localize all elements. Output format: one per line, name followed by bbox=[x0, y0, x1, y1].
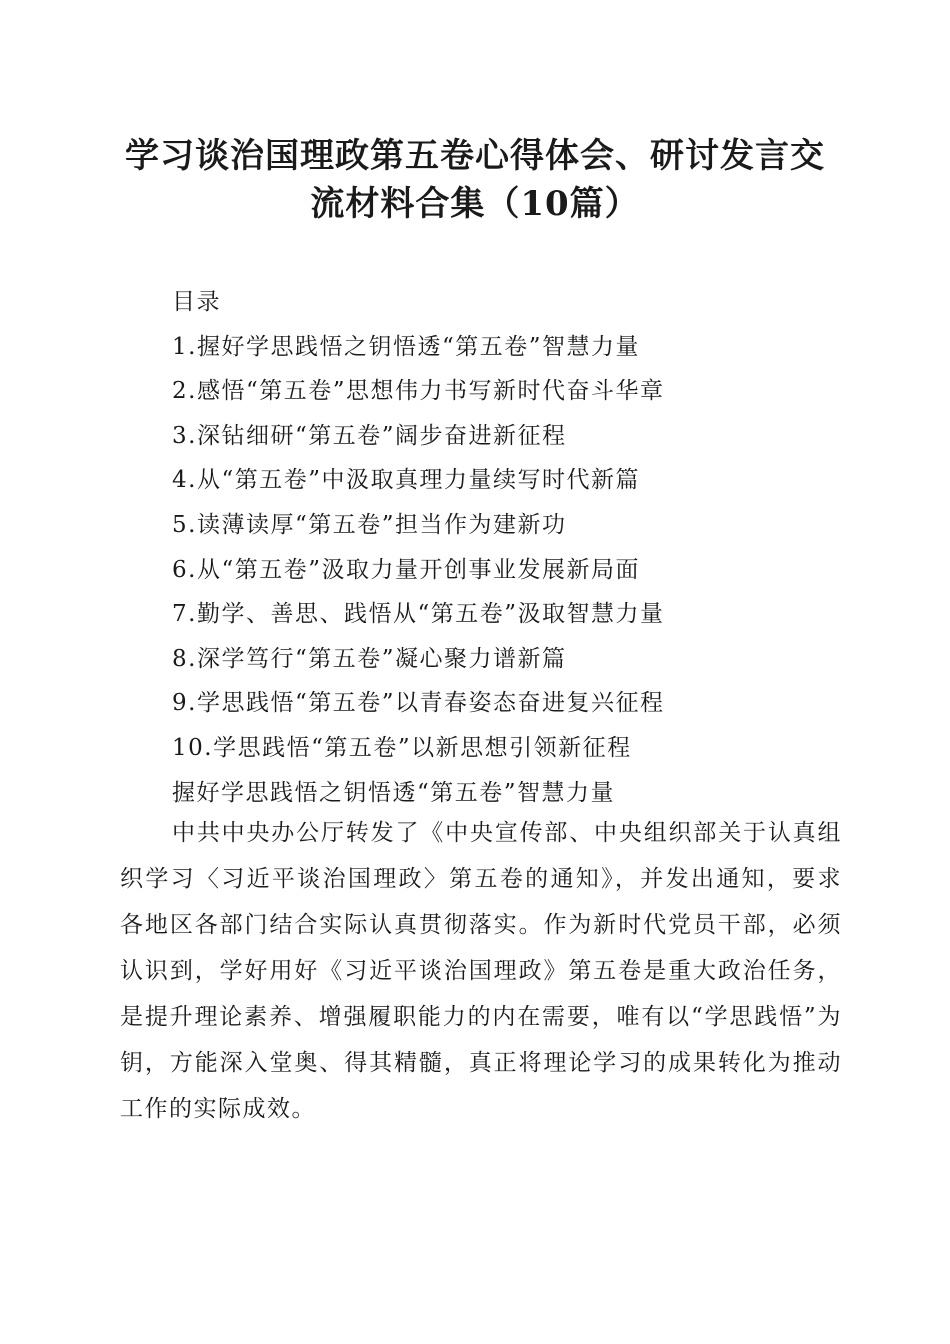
toc-item: 8.深学笃行“第五卷”凝心聚力谱新篇 bbox=[172, 645, 567, 672]
toc-item: 4.从“第五卷”中汲取真理力量续写时代新篇 bbox=[172, 467, 640, 494]
document-title bbox=[110, 132, 840, 228]
toc-item: 6.从“第五卷”汲取力量开创事业发展新局面 bbox=[172, 556, 640, 583]
toc-item: 10.学思践悟“第五卷”以新思想引领新征程 bbox=[172, 734, 632, 761]
title-line-2: 流材料合集（10篇） bbox=[310, 184, 640, 224]
toc-item: 1.握好学思践悟之钥悟透“第五卷”智慧力量 bbox=[172, 333, 640, 360]
toc-item: 9.学思践悟“第五卷”以青春姿态奋进复兴征程 bbox=[172, 690, 665, 717]
toc-item: 3.深钻细研“第五卷”阔步奋进新征程 bbox=[172, 422, 567, 449]
table-of-contents bbox=[172, 280, 872, 815]
toc-item: 7.勤学、善思、践悟从“第五卷”汲取智慧力量 bbox=[172, 601, 665, 628]
article-title: 握好学思践悟之钥悟透“第五卷”智慧力量 bbox=[172, 779, 616, 806]
toc-item: 5.读薄读厚“第五卷”担当作为建新功 bbox=[172, 511, 567, 538]
title-line-1: 学习谈治国理政第五卷心得体会、研讨发言交 bbox=[125, 136, 825, 176]
toc-heading: 目录 bbox=[172, 289, 221, 315]
toc-item: 2.感悟“第五卷”思想伟力书写新时代奋斗华章 bbox=[172, 378, 665, 405]
article-paragraph: 中共中央办公厅转发了《中央宣传部、中央组织部关于认真组织学习〈习近平谈治国理政〉第五卷的通知》，并发出通知，要求各地区各部门结合实际认真贯彻落实。作为新时代党员干部，必须认识到，学好用好《习近平谈治国理政》第五卷是重大政治任务，是提升理论素养、增强履职能力的内在需要，唯有以“学思践悟”为钥，方能深入堂奥、得其精髓，真正将理论学习的成果转化为推动工作的实际成效。 bbox=[120, 820, 842, 1122]
